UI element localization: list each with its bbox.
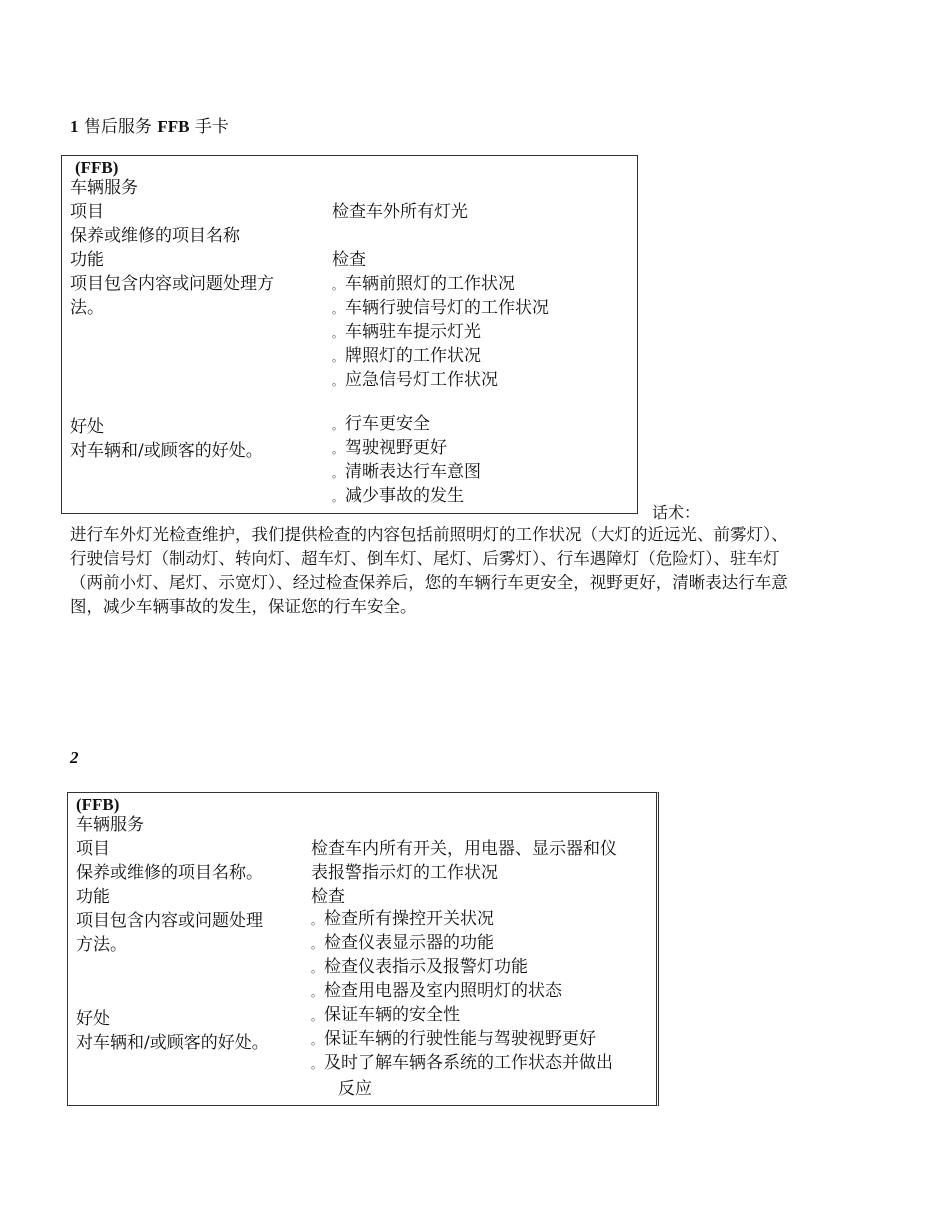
- card1-benefit-item: 。 减少事故的发生: [332, 486, 464, 506]
- card1-benefit-item: 。 行车更安全: [332, 414, 430, 434]
- card1-item-sub: 保养或维修的项目名称: [70, 226, 240, 246]
- card1-benefit-sub: 对车辆和/或顾客的好处。: [70, 441, 263, 461]
- card2-service: 车辆服务: [76, 815, 144, 835]
- card1-benefit-item: 。 驾驶视野更好: [332, 438, 447, 458]
- card1-service: 车辆服务: [70, 178, 138, 198]
- card1-item-label: 项目: [70, 202, 104, 222]
- card2-func-item: 。 检查仪表指示及报警灯功能: [311, 957, 528, 977]
- card1-func-item: 。 车辆行驶信号灯的工作状况: [332, 298, 549, 318]
- card1-script-line: 图，减少车辆事故的发生，保证您的行车安全。: [70, 597, 417, 616]
- card1-func-item: 。 牌照灯的工作状况: [332, 346, 481, 366]
- card1-title-post: 手卡: [194, 117, 229, 137]
- card2-benefit-item: 。 保证车辆的行驶性能与驾驶视野更好: [311, 1029, 596, 1049]
- card1-func-sub-2: 法。: [70, 298, 104, 318]
- card2-func-item: 。 检查仪表显示器的功能: [311, 933, 494, 953]
- card2-number: 2: [70, 748, 79, 767]
- card2-benefit-label: 好处: [76, 1009, 110, 1029]
- card2-ffb: (FFB): [76, 795, 120, 814]
- card2-benefit-cont: 反应: [338, 1079, 372, 1099]
- card2-benefit-sub: 对车辆和/或顾客的好处。: [76, 1033, 269, 1053]
- card2-func-sub-2: 方法。: [76, 935, 127, 955]
- card1-script-line: （两前小灯、尾灯、示宽灯）、经过检查保养后，您的车辆行车更安全，视野更好，清晰表达行车意: [70, 573, 788, 592]
- card1-number: 1: [70, 117, 79, 136]
- card1-heading: [70, 112, 229, 137]
- card2-func-item: 。 检查所有操控开关状况: [311, 909, 494, 929]
- card1-title-pre: 售后服务: [83, 117, 152, 137]
- card1-func-item: 。 车辆驻车提示灯光: [332, 322, 481, 342]
- card2-benefit-item: 。 保证车辆的安全性: [311, 1005, 460, 1025]
- card1-ffb: (FFB): [75, 158, 119, 177]
- card2-item-value-2: 表报警指示灯的工作状况: [311, 863, 498, 883]
- card2-heading: [70, 748, 79, 768]
- card1-script-line: 行驶信号灯（制动灯、转向灯、超车灯、倒车灯、尾灯、后雾灯）、行车遇障灯（危险灯）、驻车灯: [70, 549, 780, 568]
- card1-func-sub-1: 项目包含内容或问题处理方: [70, 274, 274, 294]
- card2-item-label: 项目: [76, 839, 110, 859]
- card1-func-item: 。 应急信号灯工作状况: [332, 370, 498, 390]
- card1-script-line: 进行车外灯光检查维护，我们提供检查的内容包括前照明灯的工作状况（大灯的近远光、前雾灯）、: [70, 525, 788, 544]
- card1-script-paragraph: [70, 523, 788, 619]
- card1-func-label: 功能: [70, 250, 104, 270]
- card1-benefit-item: 。 清晰表达行车意图: [332, 462, 481, 482]
- card1-script-label: 话术：: [652, 503, 701, 522]
- card1-benefit-label: 好处: [70, 417, 104, 437]
- card1-func-value: 检查: [332, 250, 366, 270]
- card2-item-sub: 保养或维修的项目名称。: [76, 863, 263, 883]
- card2-func-value: 检查: [311, 887, 345, 907]
- card2-func-label: 功能: [76, 887, 110, 907]
- card1-item-value: 检查车外所有灯光: [332, 202, 468, 222]
- card1-func-item: 。 车辆前照灯的工作状况: [332, 274, 515, 294]
- card1-box: [61, 155, 638, 514]
- card2-box: [67, 792, 659, 1106]
- card2-benefit-item: 。 及时了解车辆各系统的工作状态并做出: [311, 1053, 613, 1073]
- card1-title-ffb: FFB: [157, 117, 190, 136]
- card2-func-item: 。 检查用电器及室内照明灯的状态: [311, 981, 562, 1001]
- card2-func-sub-1: 项目包含内容或问题处理: [76, 911, 263, 931]
- card2-item-value-1: 检查车内所有开关，用电器、显示器和仪: [311, 839, 617, 859]
